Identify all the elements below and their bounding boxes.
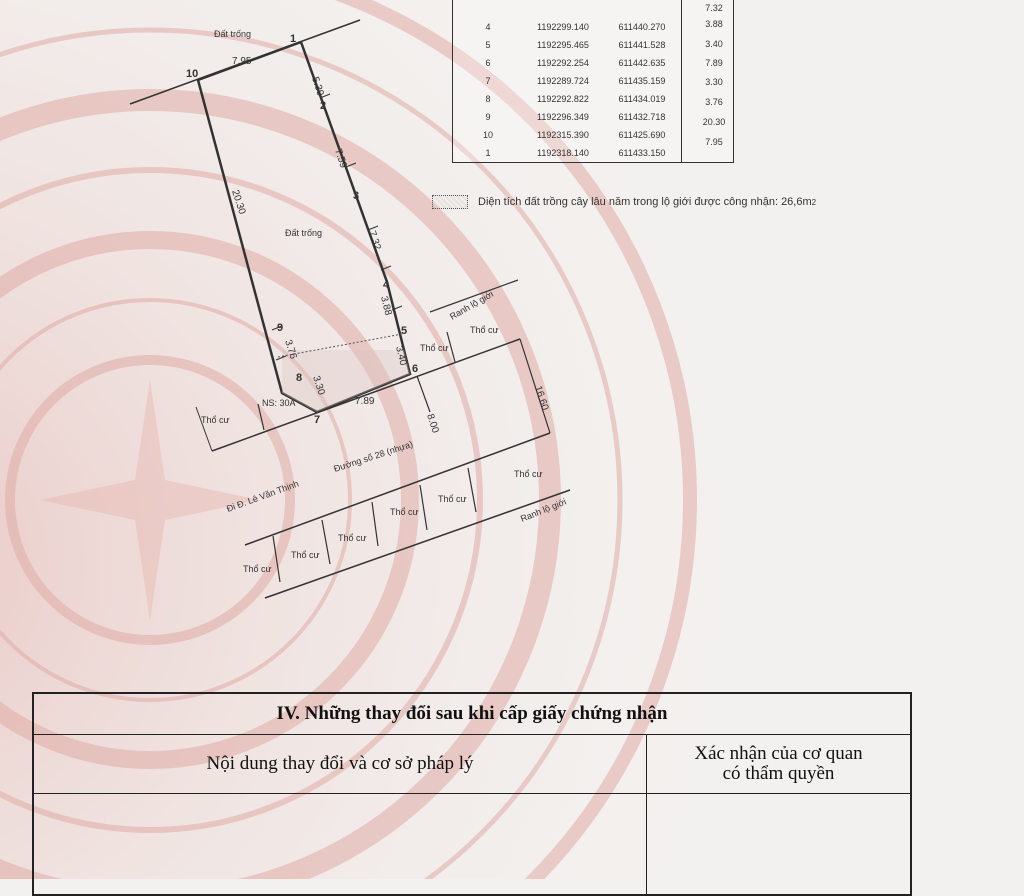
dim-3-4: 7.32 (366, 229, 383, 252)
y-coordinate: 611442.635 (603, 54, 682, 72)
x-coordinate: 1192295.465 (537, 39, 589, 50)
table-row (453, 144, 734, 163)
col-confirm-line2: có thẩm quyền (722, 763, 835, 784)
residential-label: Thổ cư (390, 507, 419, 517)
residential-label: Thổ cư (201, 415, 230, 425)
label-setback-bottom: Ranh lộ giới (519, 496, 568, 524)
residential-label: Thổ cư (338, 533, 367, 543)
col-content-header: Nội dung thay đổi và cơ sở pháp lý (34, 735, 647, 793)
label-setback-top: Ranh lộ giới (448, 288, 495, 322)
edge-length: 3.30 (705, 77, 723, 87)
x-coordinate: 1192289.724 (537, 75, 589, 86)
vertex-7: 7 (314, 414, 321, 426)
y-coordinate: 611425.690 (603, 126, 682, 144)
table-row (453, 54, 734, 72)
coordinate-table (452, 0, 734, 163)
dim-4-5: 3.88 (378, 295, 394, 317)
residential-label: Thổ cư (438, 494, 467, 504)
label-road: Đường số 28 (nhựa) (332, 438, 415, 474)
point-index: 7 (485, 75, 491, 86)
edge-length: 7.89 (705, 58, 723, 68)
dim-7-8: 3.30 (310, 374, 327, 397)
dim-road-width: 8.00 (424, 412, 441, 435)
y-coordinate: 611440.270 (603, 18, 682, 36)
dim-5-6: 3.40 (393, 345, 409, 367)
dim-1-2: 5.39 (309, 75, 326, 98)
x-coordinate: 1192318.140 (537, 147, 589, 158)
dim-10-1: 7.95 (232, 56, 252, 67)
point-index: 1 (485, 147, 491, 158)
vertex-9: 9 (277, 322, 284, 334)
col-confirm-line1: Xác nhận của cơ quan (694, 743, 863, 764)
x-coordinate: 1192292.822 (537, 93, 589, 104)
y-coordinate: 611441.528 (603, 36, 682, 54)
label-to-road: Đi Đ. Lê Văn Thịnh (225, 478, 300, 514)
table-row (453, 36, 734, 54)
point-index: 8 (485, 93, 491, 104)
y-coordinate: 611434.019 (603, 90, 682, 108)
x-coordinate: 1192292.254 (537, 57, 589, 68)
dim-2-3: 7.59 (332, 147, 349, 170)
changes-content-cell (34, 794, 647, 894)
legend-text: Diện tích đất trồng cây lâu năm trong lộ giới được công nhận: 26,6m (478, 196, 812, 208)
dim-9-10: 20.30 (229, 188, 248, 216)
changes-section (32, 692, 912, 896)
changes-header-row (34, 735, 910, 794)
dim-right-width: 16.60 (532, 384, 551, 412)
table-row (453, 0, 734, 18)
residential-label: Thổ cư (420, 343, 449, 353)
dim-8-9: 3.76 (282, 338, 299, 361)
dim-6-7: 7.89 (355, 396, 375, 407)
table-row (453, 72, 734, 90)
legend-unit-sup: 2 (811, 197, 817, 207)
point-index: 5 (485, 39, 491, 50)
label-empty-land-top: Đất trống (214, 29, 252, 39)
vertex-2: 2 (320, 100, 327, 112)
table-row (453, 126, 734, 144)
x-coordinate: 1192296.349 (537, 111, 589, 122)
legend (432, 195, 816, 209)
point-index: 10 (482, 129, 493, 140)
x-coordinate: 1192315.390 (537, 129, 589, 140)
x-coordinate: 1192299.140 (537, 21, 589, 32)
vertex-3: 3 (353, 190, 360, 202)
residential-label: Thổ cư (291, 550, 320, 560)
col-confirm-header (647, 735, 910, 793)
vertex-10: 10 (186, 68, 199, 80)
y-coordinate: 611432.718 (603, 108, 682, 126)
table-row (453, 90, 734, 108)
edge-length: 20.30 (702, 117, 726, 127)
vertex-5: 5 (401, 325, 408, 337)
vertex-4: 4 (383, 279, 390, 291)
vertex-8: 8 (296, 372, 303, 384)
edge-length: 3.88 (705, 19, 723, 29)
label-house-no: NS: 30A (262, 398, 296, 408)
changes-body-row (34, 794, 910, 894)
edge-length: 7.32 (705, 3, 723, 13)
vertex-1: 1 (290, 33, 297, 45)
edge-length: 3.76 (705, 97, 723, 107)
residential-label: Thổ cư (514, 469, 543, 479)
point-index: 6 (485, 57, 491, 68)
point-index: 4 (485, 21, 491, 32)
residential-label: Thổ cư (243, 564, 272, 574)
label-empty-land-mid: Đất trống (285, 228, 323, 238)
legend-swatch (432, 195, 468, 209)
table-row (453, 18, 734, 36)
y-coordinate: 611433.150 (603, 144, 682, 163)
edge-length: 7.95 (705, 137, 723, 147)
edge-length: 3.40 (705, 39, 723, 49)
vertex-6: 6 (412, 363, 419, 375)
changes-title: IV. Những thay đổi sau khi cấp giấy chứng nhận (34, 694, 910, 735)
point-index: 9 (485, 111, 491, 122)
residential-label: Thổ cư (470, 325, 499, 335)
table-row (453, 108, 734, 126)
y-coordinate: 611435.159 (603, 72, 682, 90)
